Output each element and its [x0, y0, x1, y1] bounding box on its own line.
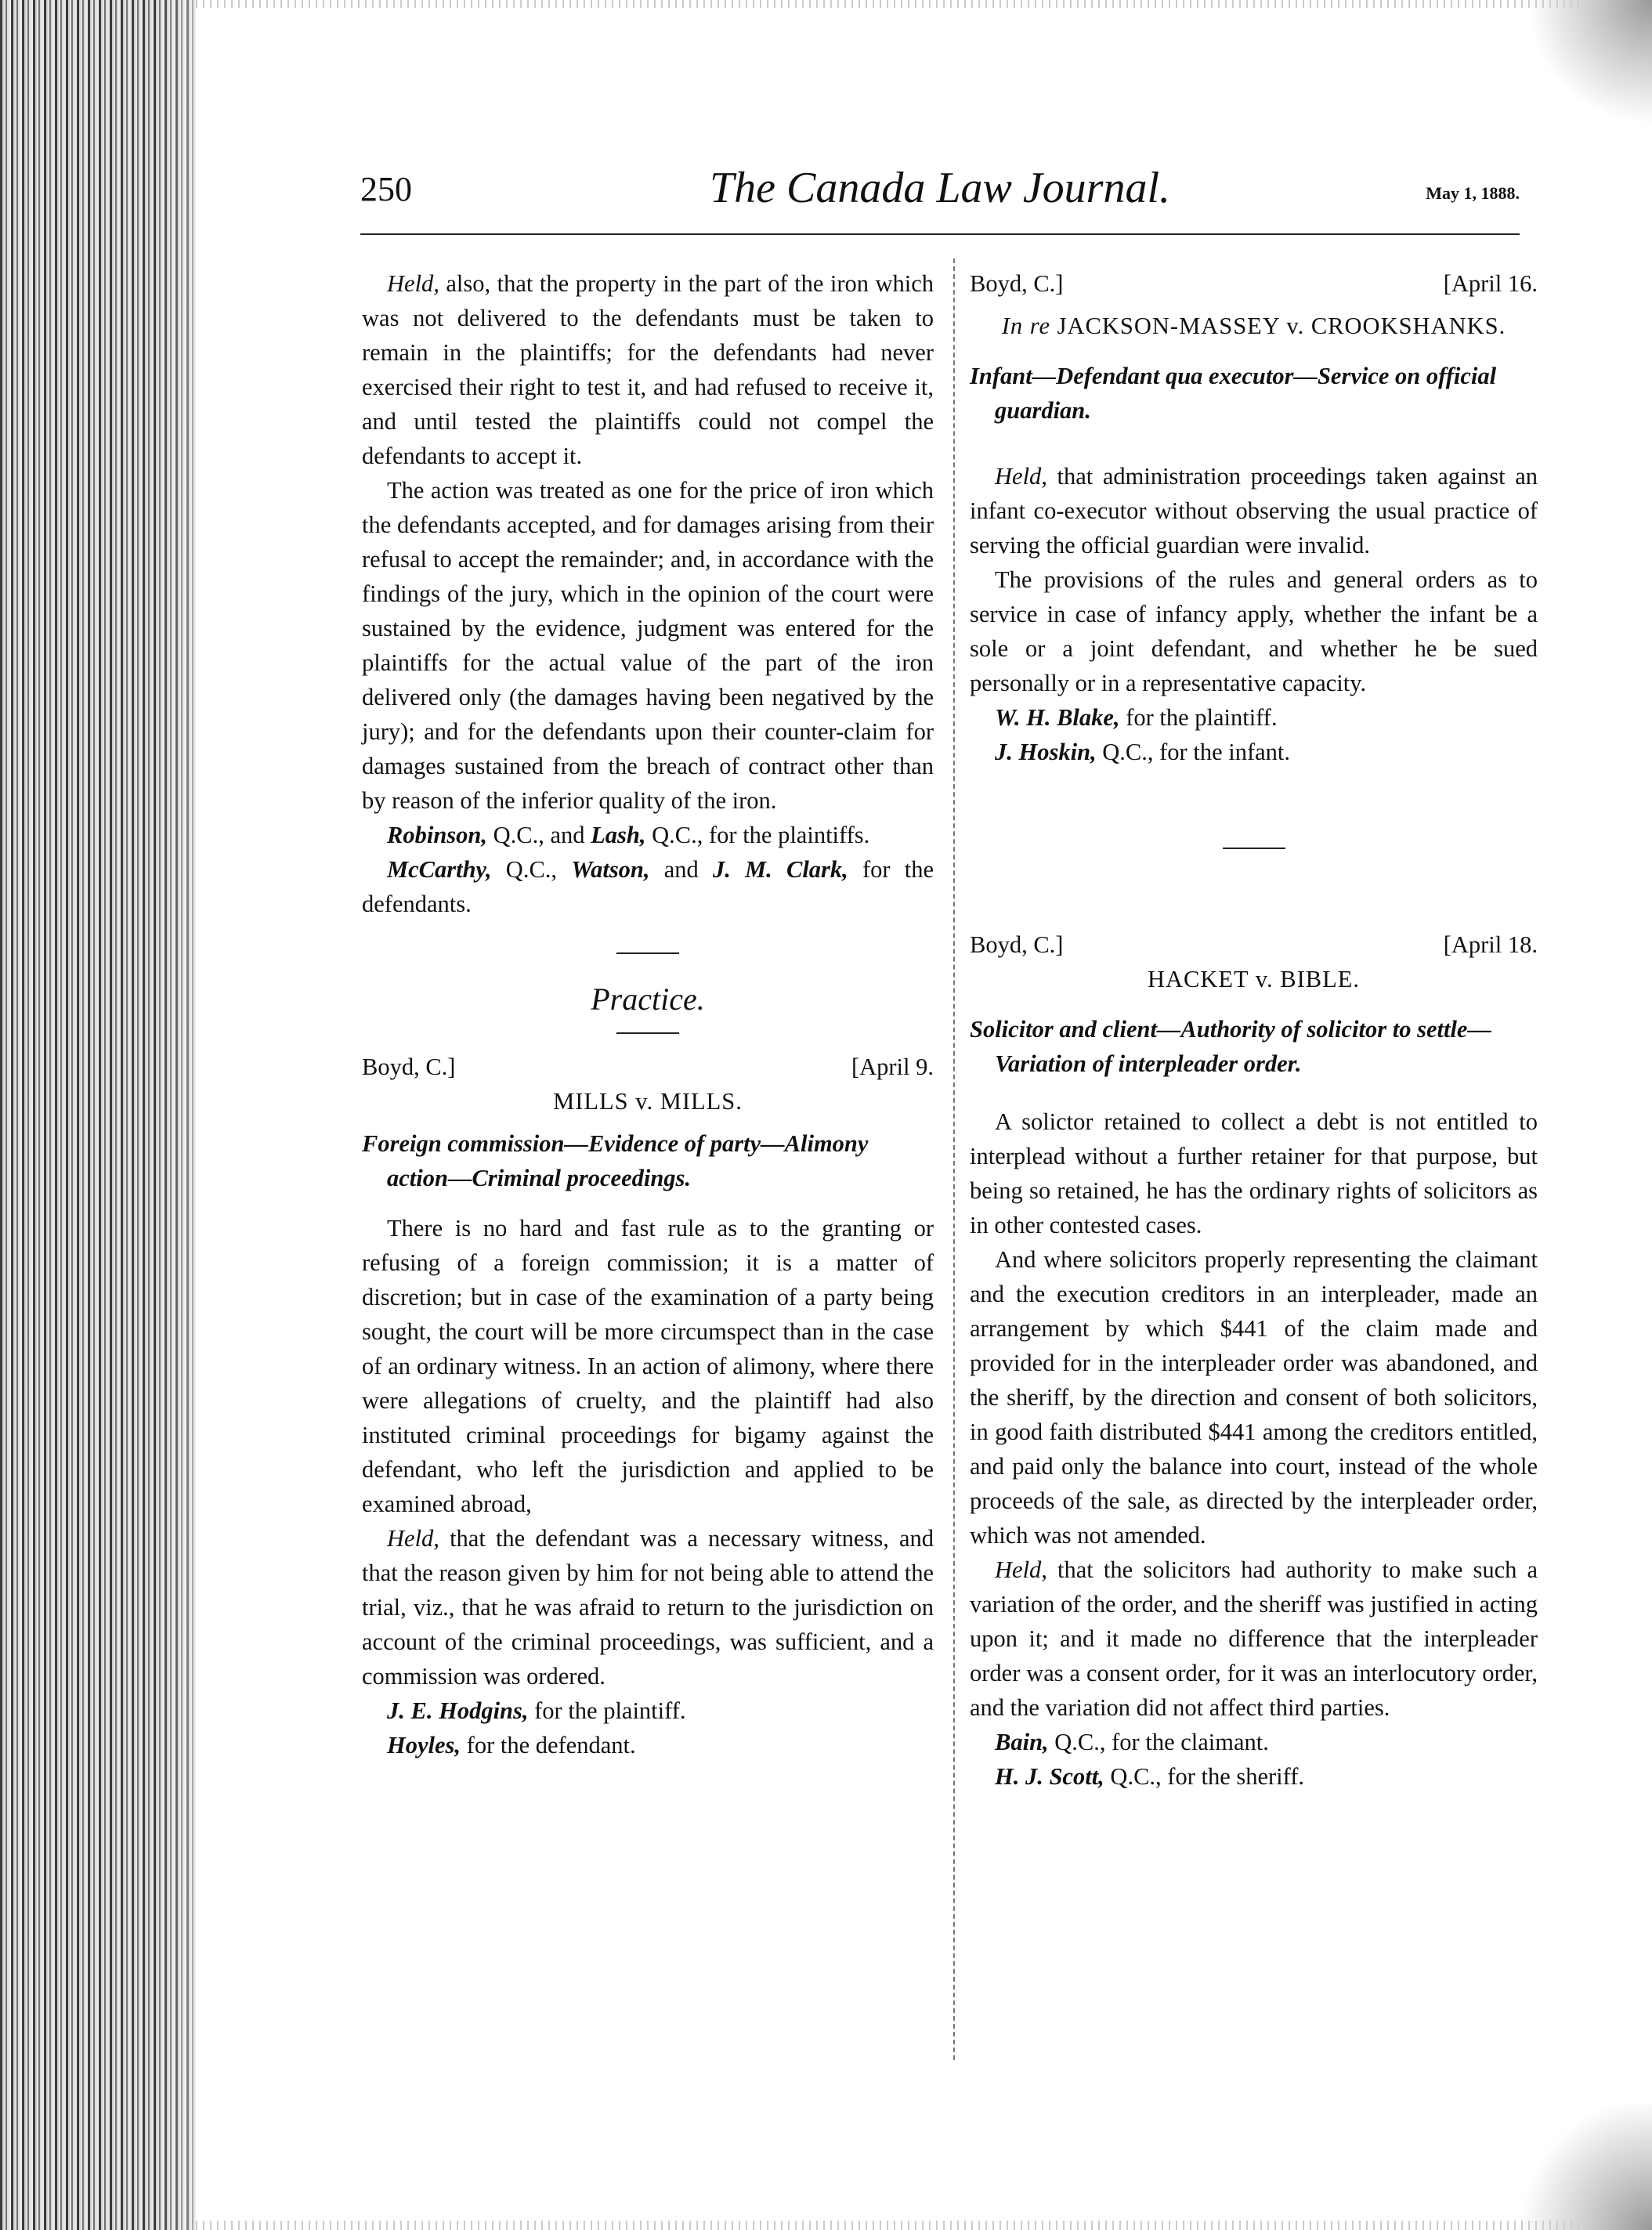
page-edge-top	[196, 0, 1652, 8]
held-paragraph: Held, that administration proceedings taken against an infant co-executor without observing the usual practice of serving the official guardian were invalid.	[970, 463, 1538, 558]
counsel-defendants: McCarthy, Q.C., Watson, and J. M. Clark, for the defendants.	[362, 856, 934, 917]
counsel-plaintiff: W. H. Blake, for the plaintiff.	[995, 704, 1278, 731]
counsel-sheriff: H. J. Scott, Q.C., for the sheriff.	[995, 1763, 1305, 1790]
held-paragraph	[362, 266, 934, 473]
page-number: 250	[360, 170, 412, 208]
case-paragraph: And where solicitors properly representing the claimant and the execution creditors in an interpleader, made an arrangement by which $441 of the claim made and provided for in the interpleader order was abandoned, and the sheriff, by the direction and consent of both solicitors, in good faith distributed $441 among the creditors entitled, and paid only the balance into court, instead of the whole proceeds of the sale, as directed by the interpleader order, which was not amended.	[970, 1246, 1538, 1549]
case-title: MILLS v. MILLS.	[553, 1088, 743, 1115]
case-title: In re JACKSON-MASSEY v. CROOKSHANKS.	[1001, 313, 1506, 339]
header-rule	[360, 233, 1520, 235]
case-judge-line	[970, 266, 1538, 301]
counsel-claimant: Bain, Q.C., for the claimant.	[995, 1729, 1269, 1755]
judge: Boyd, C.]	[970, 931, 1064, 958]
journal-title: The Canada Law Journal.	[709, 164, 1171, 212]
case-title: HACKET v. BIBLE.	[1147, 966, 1360, 992]
held-label: Held,	[995, 463, 1047, 490]
case-headnote: Foreign commission—Evidence of party—Alimony action—Criminal proceedings.	[362, 1130, 869, 1191]
case-paragraph: A solictor retained to collect a debt is not entitled to interplead without a further retainer for that purpose, but being so retained, he has the ordinary rights of solicitors as in other contested cases.	[970, 1108, 1538, 1238]
page-corner-shadow-top-right	[1527, 0, 1652, 125]
page-corner-shadow-bottom-right	[1511, 2105, 1652, 2230]
counsel-plaintiffs: Robinson, Q.C., and Lash, Q.C., for the plaintiffs.	[387, 822, 870, 848]
left-column	[362, 266, 934, 1762]
page-edge-bottom	[196, 2221, 1652, 2230]
case-paragraph: The provisions of the rules and general orders as to service in case of infancy apply, whether the infant be a sole or a joint defendant, and whether he be sued personally or in a representative capacity.	[970, 566, 1538, 696]
case-headnote: Infant—Defendant qua executor—Service on official guardian.	[970, 363, 1497, 424]
held-text: also, that the property in the part of the iron which was not delivered to the defendants must be taken to remain in the plaintiffs; for the defendants had never exercised their right to test it, and had refused to receive it, and until tested the plaintiffs could not compel the defendants to accept it.	[362, 270, 934, 469]
judge: Boyd, C.]	[362, 1054, 456, 1080]
section-heading-practice: Practice.	[591, 981, 705, 1017]
case-paragraph: There is no hard and fast rule as to the granting or refusing of a foreign commission; it is a matter of discretion; but in case of the examination of a party being sought, the court will be more circumspect than in the case of an ordinary witness. In an action of alimony, where there were allegations of cruelty, and the plaintiff had also instituted criminal proceedings for bigamy against the defendant, who left the jurisdiction and applied to be examined abroad,	[362, 1215, 934, 1517]
counsel-defendant: Hoyles, for the defendant.	[387, 1732, 636, 1758]
held-paragraph: Held, that the defendant was a necessary witness, and that the reason given by him for not being able to attend the trial, viz., that he was afraid to return to the jurisdiction on account of the criminal proceedings, was sufficient, and a commission was ordered.	[362, 1525, 934, 1690]
running-header	[360, 163, 1520, 218]
issue-date: May 1, 1888.	[1426, 183, 1520, 203]
case-date: [April 9.	[851, 1054, 934, 1080]
action-paragraph: The action was treated as one for the price of iron which the defendants accepted, and for damages arising from their refusal to accept the remainder; and, in accordance with the findings of the jury, which in the opinion of the court were sustained by the evidence, judgment was entered for the plaintiffs for the actual value of the part of the iron delivered only (the damages having been negatived by the jury); and for the defendants upon their counter-claim for damages sustained from the breach of contract other than by reason of the inferior quality of the iron.	[362, 477, 934, 814]
case-judge-line	[970, 927, 1538, 962]
case-date: [April 18.	[1443, 931, 1538, 958]
binding-fade	[157, 0, 251, 2230]
counsel-plaintiff: J. E. Hodgins, for the plaintiff.	[387, 1697, 686, 1724]
right-column	[970, 266, 1538, 1794]
counsel-infant: J. Hoskin, Q.C., for the infant.	[995, 739, 1290, 765]
held-label: Held,	[387, 270, 439, 297]
case-judge-line	[362, 1050, 934, 1084]
column-divider	[953, 258, 955, 2060]
judge: Boyd, C.]	[970, 270, 1064, 297]
held-paragraph: Held, that the solicitors had authority to make such a variation of the order, and the sheriff was justified in acting upon it; and it made no difference that the interpleader order was a consent order, for it was an interlocutory order, and the variation did not affect third parties.	[970, 1556, 1538, 1721]
held-label: Held,	[387, 1525, 439, 1552]
held-label: Held,	[995, 1556, 1047, 1583]
case-headnote: Solicitor and client—Authority of solicitor to settle—Variation of interpleader order.	[970, 1016, 1491, 1077]
case-date: [April 16.	[1443, 270, 1538, 297]
